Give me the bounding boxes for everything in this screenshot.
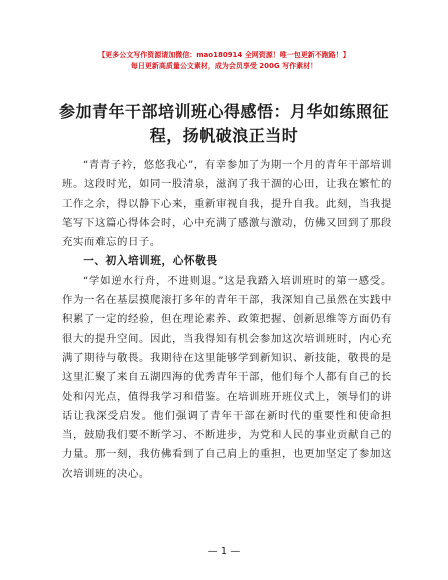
promo-banner [0, 50, 448, 72]
promo-line-2: 每日更新高质量公文素材，成为会员享受 200G 写作素材！ [130, 62, 318, 70]
promo-line-1: 【更多公文写作资源请加微信：mao180914 全网资源！唯一包更新不跑路！】 [98, 51, 350, 59]
intro-paragraph: “青青子衿，悠悠我心”，有幸参加了为期一个月的青年干部培训班。这段时光，如同一股清泉，滋润了我干涸的心田，让我在繁忙的工作之余，得以静下心来，重新审视自我，提升自我。此刻，当我提笔写下这篇心得体会时，心中充满了感激与激动，仿佛又回到了那段充实而难忘的日子。 [62, 159, 392, 249]
document-body [62, 156, 392, 484]
document-title: 参加青年干部培训班心得感悟：月华如练照征程，扬帆破浪正当时 [58, 102, 389, 145]
page-number: — 1 — [207, 546, 241, 557]
section-heading: 一、初入培训班，心怀敬畏 [83, 255, 218, 268]
section-paragraph: “学如逆水行舟，不进则退。”这是我踏入培训班时的第一感受。作为一名在基层摸爬滚打多年的青年干部，我深知自己虽然在实践中积累了一定的经验，但在理论素养、政策把握、创新思维等方面仍有很大的提升空间。因此，当我得知有机会参加这次培训班时，内心充满了期待与敬畏。我期待在这里能够学到新知识、新技能，敬畏的是这里汇聚了来自五湖四海的优秀青年干部，他们每个人都有自己的长处和闪光点，值得我学习和借鉴。在培训班开班仪式上，领导们的讲话让我深受启发。他们强调了青年干部在新时代的重要性和使命担当，鼓励我们要不断学习、不断进步，为党和人民的事业贡献自己的力量。那一刻，我仿佛看到了自己肩上的重担，也更加坚定了参加这次培训班的决心。 [62, 274, 392, 480]
